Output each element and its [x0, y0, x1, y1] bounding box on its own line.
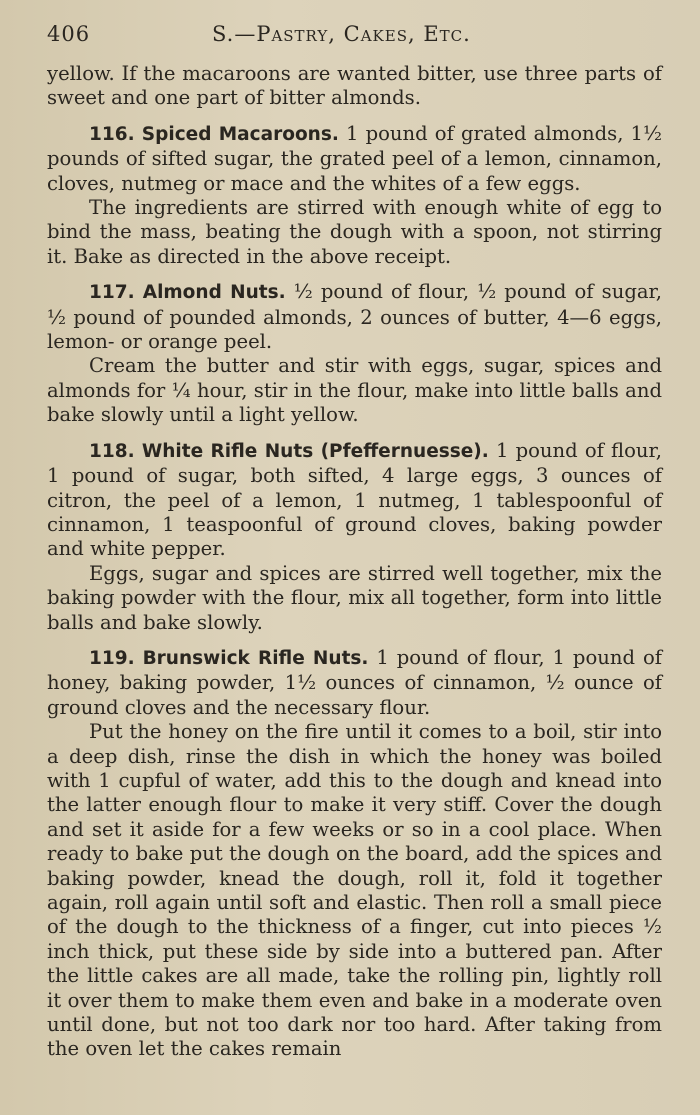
page-content	[47, 62, 662, 1062]
directions-text: Eggs, sugar and spices are stirred well together, mix the baking powder with the flour, mix all together, form into little balls and bake slowly.	[47, 561, 662, 634]
recipe-number: 119.	[89, 647, 135, 669]
paragraph-text: yellow. If the macaroons are wanted bitter, use three parts of sweet and one part of bitter almonds.	[47, 62, 662, 110]
recipe-118	[47, 439, 662, 562]
ingredients-text: ½ pound of flour, ½ pound of sugar, ½ pound of pounded almonds, 2 ounces of butter, 4—6 eggs, lemon- or orange peel.	[47, 280, 662, 354]
ingredients-text: 1 pound of flour, 1 pound of honey, baking powder, 1½ ounces of cinnamon, ½ ounce of ground cloves and the necessary flour.	[47, 645, 662, 719]
section-title: S.—Pastry, Cakes, Etc.	[212, 22, 471, 46]
continued-paragraph	[47, 62, 662, 111]
page-number: 406	[47, 22, 91, 46]
recipe-title: White Rifle Nuts (Pfeffernuesse).	[141, 440, 489, 462]
recipe-119	[47, 646, 662, 720]
ingredients-text: 1 pound of flour, 1 pound of sugar, both sifted, 4 large eggs, 3 ounces of citron, the peel of a lemon, 1 nutmeg, 1 tablespoonful of cinnamon, 1 teaspoonful of ground cloves, baking powder and white pepper.	[47, 438, 662, 561]
recipe-number: 118.	[89, 440, 135, 462]
running-header	[47, 22, 662, 56]
recipe-119-directions	[47, 720, 662, 1062]
recipe-116-directions	[47, 196, 662, 269]
recipe-116	[47, 122, 662, 196]
directions-text: Cream the butter and stir with eggs, sugar, spices and almonds for ¼ hour, stir in the flour, make into little balls and bake slowly until a light yellow.	[47, 354, 662, 427]
recipe-title: Almond Nuts.	[142, 282, 286, 304]
recipe-118-directions	[47, 562, 662, 635]
directions-text: The ingredients are stirred with enough white of egg to bind the mass, beating the dough with a spoon, not stirring it. Bake as directed in the above receipt.	[47, 196, 662, 268]
recipe-number: 117.	[89, 282, 135, 304]
recipe-117	[47, 280, 662, 354]
recipe-title: Brunswick Rifle Nuts.	[142, 647, 369, 669]
directions-text: Put the honey on the fire until it comes to a boil, stir into a deep dish, rinse the dish in which the honey was boiled with 1 cupful of water, add this to the dough and knead into the latter enough flour to make it very stiff. Cover the dough and set it aside for a few weeks or so in a cool place. When ready to bake put the dough on the board, add the spices and baking powder, knead the dough, roll it, fold it together again, roll again until soft and elastic. Then roll a small piece of the dough to the thickness of a finger, cut into pieces ½ inch thick, put these side by side into a buttered pan. After the little cakes are all made, take the rolling pin, lightly roll it over them to make them even and bake in a moderate oven until done, but not too dark nor too hard. After taking from the oven let the cakes remain	[47, 720, 662, 1061]
ingredients-text: 1 pound of grated almonds, 1½ pounds of sifted sugar, the grated peel of a lemon, cinnamon, cloves, nutmeg or mace and the whites of a few eggs.	[47, 121, 663, 195]
recipe-number: 116.	[89, 123, 135, 145]
recipe-117-directions	[47, 354, 662, 427]
recipe-title: Spiced Macaroons.	[141, 123, 339, 145]
